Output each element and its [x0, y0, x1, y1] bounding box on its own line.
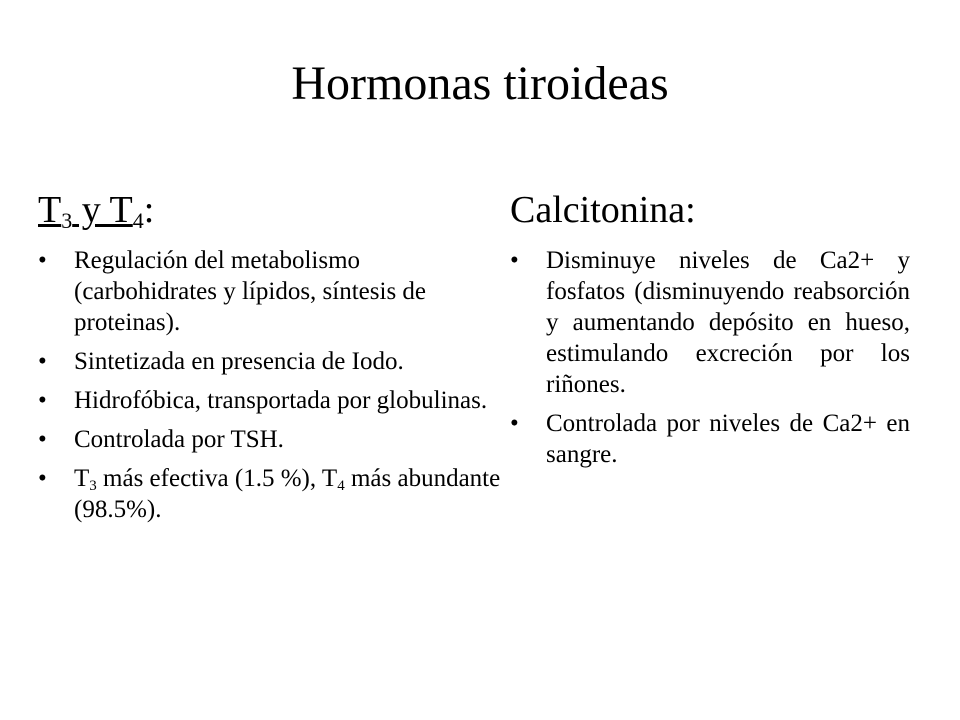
- heading-t4-subscript: 4: [132, 208, 144, 233]
- list-item-text: Hidrofóbica, transportada por globulinas.: [74, 387, 488, 414]
- list-item-text: Sintetizada en presencia de Iodo.: [74, 348, 404, 375]
- item-mid-text: más efectiva (1.5 %), T: [96, 465, 338, 492]
- list-item-text: Regulación del metabolismo (carbohidrates y lípidos, síntesis de proteinas).: [74, 247, 427, 336]
- heading-mid-text: y T: [72, 189, 133, 231]
- left-heading: [38, 185, 508, 235]
- list-item: [38, 463, 508, 525]
- bullet-icon: •: [510, 247, 519, 274]
- right-bullet-list: [510, 245, 910, 470]
- list-item: [38, 245, 508, 338]
- t4-subscript: 4: [337, 478, 345, 494]
- bullet-icon: •: [510, 410, 519, 437]
- list-item: [38, 424, 508, 455]
- t3-letter: T: [74, 465, 90, 492]
- heading-t3-letter: T: [38, 189, 62, 231]
- list-item: [38, 385, 508, 416]
- list-item: [510, 245, 910, 400]
- list-item-text: Controlada por TSH.: [74, 426, 284, 453]
- bullet-icon: •: [38, 387, 47, 414]
- t3-subscript: 3: [89, 478, 97, 494]
- right-heading: Calcitonina:: [510, 189, 696, 231]
- slide-title: Hormonas tiroideas: [291, 57, 669, 110]
- left-column: [38, 185, 508, 533]
- bullet-icon: •: [38, 426, 47, 453]
- right-column: [510, 185, 910, 478]
- bullet-icon: •: [38, 348, 47, 375]
- heading-underlined: [38, 189, 144, 231]
- left-bullet-list: [38, 245, 508, 525]
- list-item: [38, 346, 508, 377]
- heading-t3-subscript: 3: [61, 208, 73, 233]
- heading-colon: :: [143, 189, 155, 231]
- bullet-icon: •: [38, 465, 47, 492]
- list-item-text: [74, 465, 500, 523]
- list-item-text: Disminuye niveles de Ca2+ y fosfatos (disminuyendo reabsorción y aumentando depósito en hueso, estimulando excreción por los riñones.: [546, 247, 910, 398]
- bullet-icon: •: [38, 247, 47, 274]
- item-end-text: más abundante (98.5%).: [74, 465, 501, 523]
- list-item: [510, 408, 910, 470]
- list-item-text: Controlada por niveles de Ca2+ en sangre.: [546, 410, 910, 468]
